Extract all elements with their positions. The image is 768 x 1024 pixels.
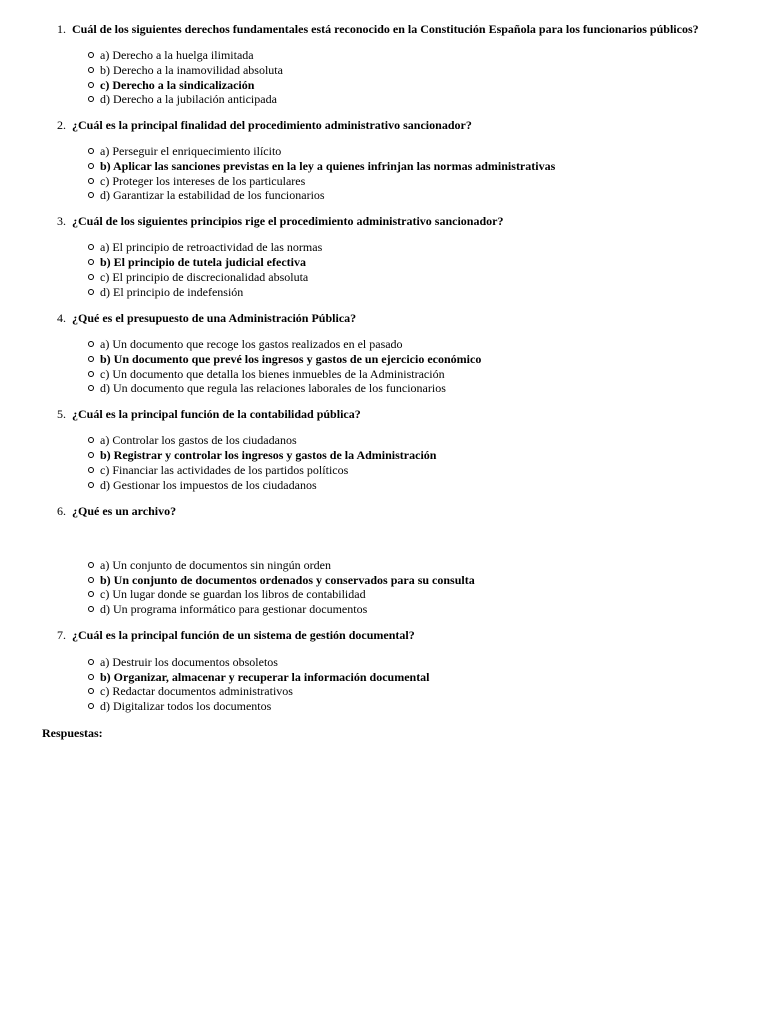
circle-bullet-icon bbox=[88, 703, 94, 709]
circle-bullet-icon bbox=[88, 192, 94, 198]
option-item bbox=[0, 144, 768, 159]
circle-bullet-icon bbox=[88, 482, 94, 488]
option-text: d) Garantizar la estabilidad de los funcionarios bbox=[100, 188, 325, 202]
circle-bullet-icon bbox=[88, 52, 94, 58]
question-number: 1. bbox=[57, 22, 66, 36]
option-item bbox=[0, 63, 768, 78]
circle-bullet-icon bbox=[88, 163, 94, 169]
circle-bullet-icon bbox=[88, 452, 94, 458]
option-text: a) El principio de retroactividad de las normas bbox=[100, 240, 323, 254]
option-item-correct bbox=[0, 670, 768, 685]
question-text: ¿Cuál es la principal finalidad del procedimiento administrativo sancionador? bbox=[72, 118, 472, 132]
option-item bbox=[0, 381, 768, 396]
circle-bullet-icon bbox=[88, 606, 94, 612]
option-item-correct bbox=[0, 573, 768, 588]
option-text: c) Derecho a la sindicalización bbox=[100, 78, 255, 92]
option-item bbox=[0, 699, 768, 714]
option-item bbox=[0, 587, 768, 602]
option-text: b) Un conjunto de documentos ordenados y conservados para su consulta bbox=[100, 573, 475, 587]
option-item bbox=[0, 558, 768, 573]
circle-bullet-icon bbox=[88, 244, 94, 250]
circle-bullet-icon bbox=[88, 341, 94, 347]
option-item-correct bbox=[0, 159, 768, 174]
option-item-correct bbox=[0, 352, 768, 367]
option-text: a) Un conjunto de documentos sin ningún orden bbox=[100, 558, 331, 572]
option-item bbox=[0, 337, 768, 352]
circle-bullet-icon bbox=[88, 178, 94, 184]
circle-bullet-icon bbox=[88, 562, 94, 568]
option-text: b) Derecho a la inamovilidad absoluta bbox=[100, 63, 283, 77]
circle-bullet-icon bbox=[88, 577, 94, 583]
question-text: ¿Cuál es la principal función de la contabilidad pública? bbox=[72, 407, 361, 421]
circle-bullet-icon bbox=[88, 82, 94, 88]
option-item-correct bbox=[0, 255, 768, 270]
option-text: a) Destruir los documentos obsoletos bbox=[100, 655, 278, 669]
option-item-correct bbox=[0, 448, 768, 463]
question-text: ¿Cuál es la principal función de un sistema de gestión documental? bbox=[72, 628, 415, 642]
answers-heading: Respuestas: bbox=[42, 726, 103, 740]
circle-bullet-icon bbox=[88, 437, 94, 443]
option-item bbox=[0, 655, 768, 670]
option-text: d) Digitalizar todos los documentos bbox=[100, 699, 272, 713]
option-text: c) Financiar las actividades de los partidos políticos bbox=[100, 463, 349, 477]
option-text: c) Redactar documentos administrativos bbox=[100, 684, 293, 698]
question-text: ¿Cuál de los siguientes principios rige el procedimiento administrativo sancionador? bbox=[72, 214, 504, 228]
circle-bullet-icon bbox=[88, 591, 94, 597]
option-text: a) Derecho a la huelga ilimitada bbox=[100, 48, 254, 62]
option-text: c) Un documento que detalla los bienes inmuebles de la Administración bbox=[100, 367, 445, 381]
circle-bullet-icon bbox=[88, 67, 94, 73]
option-item bbox=[0, 240, 768, 255]
circle-bullet-icon bbox=[88, 289, 94, 295]
option-text: d) Un documento que regula las relaciones laborales de los funcionarios bbox=[100, 381, 446, 395]
question-text: ¿Qué es el presupuesto de una Administración Pública? bbox=[72, 311, 357, 325]
option-item bbox=[0, 285, 768, 300]
option-text: c) Un lugar donde se guardan los libros de contabilidad bbox=[100, 587, 366, 601]
circle-bullet-icon bbox=[88, 371, 94, 377]
option-text: a) Un documento que recoge los gastos realizados en el pasado bbox=[100, 337, 403, 351]
option-text: d) Gestionar los impuestos de los ciudadanos bbox=[100, 478, 317, 492]
option-text: b) El principio de tutela judicial efectiva bbox=[100, 255, 306, 269]
question-number: 7. bbox=[57, 628, 66, 642]
option-item bbox=[0, 463, 768, 478]
option-text: b) Organizar, almacenar y recuperar la información documental bbox=[100, 670, 430, 684]
circle-bullet-icon bbox=[88, 385, 94, 391]
option-text: a) Controlar los gastos de los ciudadanos bbox=[100, 433, 297, 447]
circle-bullet-icon bbox=[88, 96, 94, 102]
option-text: d) Un programa informático para gestionar documentos bbox=[100, 602, 368, 616]
option-item bbox=[0, 433, 768, 448]
option-text: b) Registrar y controlar los ingresos y gastos de la Administración bbox=[100, 448, 437, 462]
circle-bullet-icon bbox=[88, 274, 94, 280]
option-item bbox=[0, 48, 768, 63]
option-item bbox=[0, 602, 768, 617]
question-text: Cuál de los siguientes derechos fundamentales está reconocido en la Constitución Española para los funcionarios públicos? bbox=[72, 22, 699, 36]
question-text: ¿Qué es un archivo? bbox=[72, 504, 177, 518]
option-text: c) Proteger los intereses de los particulares bbox=[100, 174, 306, 188]
option-item bbox=[0, 270, 768, 285]
option-item bbox=[0, 174, 768, 189]
circle-bullet-icon bbox=[88, 259, 94, 265]
option-item bbox=[0, 478, 768, 493]
option-item-correct bbox=[0, 78, 768, 93]
question-number: 2. bbox=[57, 118, 66, 132]
option-text: b) Aplicar las sanciones previstas en la ley a quienes infrinjan las normas administrativas bbox=[100, 159, 556, 173]
circle-bullet-icon bbox=[88, 356, 94, 362]
option-item bbox=[0, 188, 768, 203]
circle-bullet-icon bbox=[88, 659, 94, 665]
question-number: 6. bbox=[57, 504, 66, 518]
option-text: a) Perseguir el enriquecimiento ilícito bbox=[100, 144, 282, 158]
option-text: d) El principio de indefensión bbox=[100, 285, 244, 299]
question-number: 3. bbox=[57, 214, 66, 228]
circle-bullet-icon bbox=[88, 148, 94, 154]
circle-bullet-icon bbox=[88, 467, 94, 473]
option-text: c) El principio de discrecionalidad absoluta bbox=[100, 270, 309, 284]
option-item bbox=[0, 92, 768, 107]
option-text: d) Derecho a la jubilación anticipada bbox=[100, 92, 277, 106]
question-number: 4. bbox=[57, 311, 66, 325]
option-item bbox=[0, 684, 768, 699]
question-number: 5. bbox=[57, 407, 66, 421]
option-text: b) Un documento que prevé los ingresos y gastos de un ejercicio económico bbox=[100, 352, 482, 366]
circle-bullet-icon bbox=[88, 674, 94, 680]
circle-bullet-icon bbox=[88, 688, 94, 694]
option-item bbox=[0, 367, 768, 382]
